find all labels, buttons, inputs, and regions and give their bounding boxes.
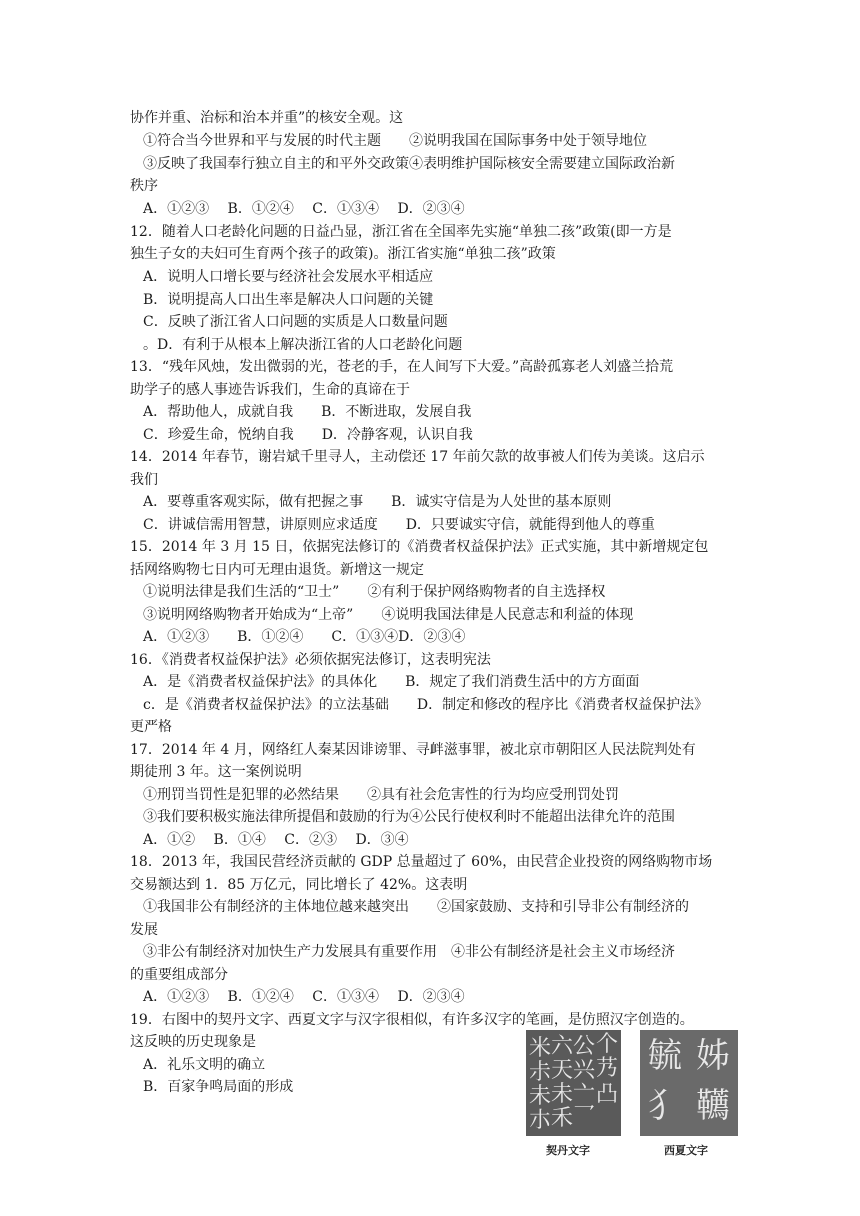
text-line: ③我们要积极实施法律所提倡和鼓励的行为④公民行使权利时不能超出法律允许的范围 xyxy=(143,809,675,825)
khitan-glyph: 兴 xyxy=(573,1058,596,1083)
options-ab: A．是《消费者权益保护法》的具体化 B．规定了我们消费生活中的方方面面 xyxy=(143,674,640,690)
answer-options: A．①②③ B．①②④ C．①③④ D．②③④ xyxy=(143,989,465,1005)
tangut-glyph: 毓 xyxy=(648,1036,682,1076)
khitan-glyph: 艿 xyxy=(596,1056,619,1081)
khitan-glyph: 天 xyxy=(551,1058,574,1083)
khitan-script-image xyxy=(526,1030,621,1136)
khitan-glyph: 六 xyxy=(551,1034,574,1059)
option-b: B．说明提高人口出生率是解决人口问题的关键 xyxy=(143,292,434,308)
text-line: 括网络购物七日内可无理由退货。新增这一规定 xyxy=(130,562,424,578)
text-line: 交易额达到 1．85 万亿元，同比增长了 42%。这表明 xyxy=(130,877,468,893)
options-ab: A．要尊重客观实际，做有把握之事 B．诚实守信是为人处世的基本原则 xyxy=(143,494,612,510)
text-line: 协作并重、治标和治本并重”的核安全观。这 xyxy=(130,110,404,126)
question-17: 17．2014 年 4 月，网络红人秦某因诽谤罪、寻衅滋事罪，被北京市朝阳区人民法院判处有 xyxy=(130,742,696,758)
text-line: 的重要组成部分 xyxy=(130,967,228,983)
option-d: 。D．有利于从根本上解决浙江省的人口老龄化问题 xyxy=(143,337,463,353)
text-line: ①我国非公有制经济的主体地位越来越突出 ②国家鼓励、支持和引导非公有制经济的 xyxy=(143,899,689,915)
text-line: ①说明法律是我们生活的“卫士” ②有利于保护网络购物者的自主选择权 xyxy=(143,584,606,600)
option-b: B．百家争鸣局面的形成 xyxy=(143,1079,294,1095)
khitan-glyph: 凸 xyxy=(596,1082,619,1107)
option-c: C．反映了浙江省人口问题的实质是人口数量问题 xyxy=(143,314,448,330)
question-13: 13．“残年风烛，发出微弱的光，苍老的手，在人间写下大爱。”高龄孤寡老人刘盛兰拾荒 xyxy=(130,359,674,375)
script-comparison-figure xyxy=(526,1030,738,1160)
text-line: 独生子女的夫妇可生育两个孩子的政策)。浙江省实施“单独二孩”政策 xyxy=(130,246,556,262)
question-12: 12．随着人口老龄化问题的日益凸显，浙江省在全国率先实施“单独二孩”政策(即一方是 xyxy=(130,224,672,240)
text-line: 更严格 xyxy=(130,719,172,735)
question-15: 15．2014 年 3 月 15 日，依据宪法修订的《消费者权益保护法》正式实施，其中新增规定包 xyxy=(130,539,709,555)
khitan-caption: 契丹文字 xyxy=(546,1144,590,1157)
text-line: ③说明网络购物者开始成为“上帝” ④说明我国法律是人民意志和利益的体现 xyxy=(143,607,634,623)
khitan-glyph: 米 xyxy=(529,1036,552,1061)
options-cd: C．讲诚信需用智慧，讲原则应求适度 D．只要诚实守信，就能得到他人的尊重 xyxy=(143,517,655,533)
question-18: 18．2013 年，我国民营经济贡献的 GDP 总量超过了 60%，由民营企业投资的网络购物市场 xyxy=(130,854,713,870)
khitan-glyph: 未 xyxy=(529,1084,552,1109)
khitan-glyph: 乛 xyxy=(573,1104,596,1129)
tangut-script-image xyxy=(640,1030,738,1136)
options-cd: C．珍爱生命，悦纳自我 D．冷静客观，认识自我 xyxy=(143,427,473,443)
question-16: 16．《消费者权益保护法》必须依据宪法修订，这表明宪法 xyxy=(130,652,491,668)
tangut-glyph: 韉 xyxy=(696,1086,730,1126)
text-line: ③非公有制经济对加快生产力发展具有重要作用 ④非公有制经济是社会主义市场经济 xyxy=(143,944,675,960)
khitan-glyph: 亠 xyxy=(573,1082,596,1107)
khitan-glyph: 禾 xyxy=(551,1106,574,1131)
option-a: A．礼乐文明的确立 xyxy=(143,1057,266,1073)
tangut-glyph: 姊 xyxy=(696,1036,730,1076)
khitan-glyph: 个 xyxy=(596,1032,619,1057)
khitan-glyph: 公 xyxy=(573,1034,596,1059)
text-line: 我们 xyxy=(130,472,158,488)
khitan-glyph: 朩 xyxy=(529,1108,552,1133)
text-line: 期徒刑 3 年。这一案例说明 xyxy=(130,764,302,780)
text-line: 助学子的感人事迹告诉我们，生命的真谛在于 xyxy=(130,382,410,398)
question-14: 14．2014 年春节，谢岩斌千里寻人，主动偿还 17 年前欠款的故事被人们传为美谈。这启示 xyxy=(130,449,705,465)
answer-options: A．①②③ B．①②④ C．①③④D．②③④ xyxy=(143,629,466,645)
answer-options: A．①② B．①④ C．②③ D．③④ xyxy=(143,832,409,848)
options-cd: c．是《消费者权益保护法》的立法基础 D．制定和修改的程序比《消费者权益保护法》 xyxy=(143,697,709,713)
tangut-caption: 西夏文字 xyxy=(664,1144,708,1157)
options-ab: A．帮助他人，成就自我 B．不断进取，发展自我 xyxy=(143,404,472,420)
khitan-glyph: 未 xyxy=(551,1082,574,1107)
text-line: ①符合当今世界和平与发展的时代主题 ②说明我国在国际事务中处于领导地位 xyxy=(143,133,647,149)
tangut-glyph: 犭 xyxy=(648,1086,682,1126)
text-line: ③反映了我国奉行独立自主的和平外交政策④表明维护国际核安全需要建立国际政治新 xyxy=(143,156,675,172)
question-19: 19．右图中的契丹文字、西夏文字与汉字很相似，有许多汉字的笔画，是仿照汉字创造的。 xyxy=(130,1012,694,1028)
text-line: ①刑罚当罚性是犯罪的必然结果 ②具有社会危害性的行为均应受刑罚处罚 xyxy=(143,787,619,803)
text-line: 发展 xyxy=(130,922,158,938)
text-line: 这反映的历史现象是 xyxy=(130,1034,256,1050)
answer-options: A．①②③ B．①②④ C．①③④ D．②③④ xyxy=(143,201,465,217)
option-a: A．说明人口增长要与经济社会发展水平相适应 xyxy=(143,269,434,285)
text-line: 秩序 xyxy=(130,178,158,194)
khitan-glyph: 尗 xyxy=(529,1060,552,1085)
